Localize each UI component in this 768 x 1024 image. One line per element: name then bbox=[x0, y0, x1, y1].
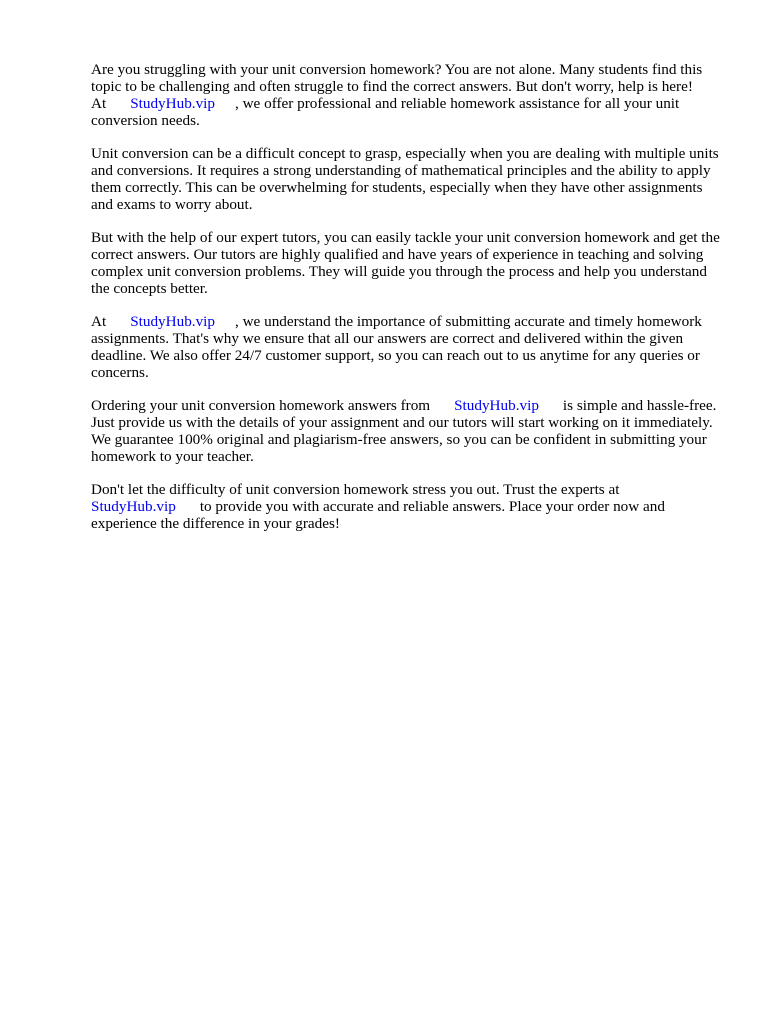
paragraph-text: is simple and hassle-free. Just provide us with the details of your assignment and our tutors will start working on it immediately. We guarantee 100% original and plagiarism-free answers, so you can be confident in submitting your homework to your teacher. bbox=[91, 397, 717, 465]
paragraph-text: , we understand the importance of submitting accurate and timely homework assignments. That's why we ensure that all our answers are correct and delivered within the given deadline. We also offer 24/7 customer support, so you can reach out to us anytime for any queries or concerns. bbox=[91, 313, 702, 381]
paragraph-intro bbox=[91, 61, 723, 129]
paragraph-importance bbox=[91, 313, 723, 381]
paragraph-text: Are you struggling with your unit conversion homework? You are not alone. Many students find this topic to be challenging and often struggle to find the correct answers. But don't worry, help is here! At bbox=[91, 61, 703, 112]
studyhub-link[interactable]: StudyHub.vip bbox=[130, 313, 215, 330]
paragraph-text: Ordering your unit conversion homework answers from bbox=[91, 397, 431, 414]
studyhub-link[interactable]: StudyHub.vip bbox=[454, 397, 539, 414]
paragraph-text: At bbox=[91, 313, 107, 330]
document-body bbox=[91, 61, 723, 548]
paragraph-text: , we offer professional and reliable homework assistance for all your unit conversion needs. bbox=[91, 95, 680, 129]
studyhub-link[interactable]: StudyHub.vip bbox=[130, 95, 215, 112]
paragraph-text: Don't let the difficulty of unit conversion homework stress you out. Trust the experts at bbox=[91, 481, 620, 498]
paragraph-text: Unit conversion can be a difficult concept to grasp, especially when you are dealing with multiple units and conversions. It requires a strong understanding of mathematical principles and the ability to apply them correctly. This can be overwhelming for students, especially when they have other assignments and exams to worry about. bbox=[91, 145, 719, 213]
paragraph-tutors bbox=[91, 229, 723, 297]
paragraph-ordering bbox=[91, 397, 723, 465]
paragraph-closing bbox=[91, 481, 723, 532]
paragraph-difficulty bbox=[91, 145, 723, 213]
studyhub-link[interactable]: StudyHub.vip bbox=[91, 498, 176, 515]
paragraph-text: to provide you with accurate and reliable answers. Place your order now and experience the difference in your grades! bbox=[91, 498, 665, 532]
paragraph-text: But with the help of our expert tutors, you can easily tackle your unit conversion homework and get the correct answers. Our tutors are highly qualified and have years of experience in teaching and solving complex unit conversion problems. They will guide you through the process and help you understand the concepts better. bbox=[91, 229, 720, 297]
